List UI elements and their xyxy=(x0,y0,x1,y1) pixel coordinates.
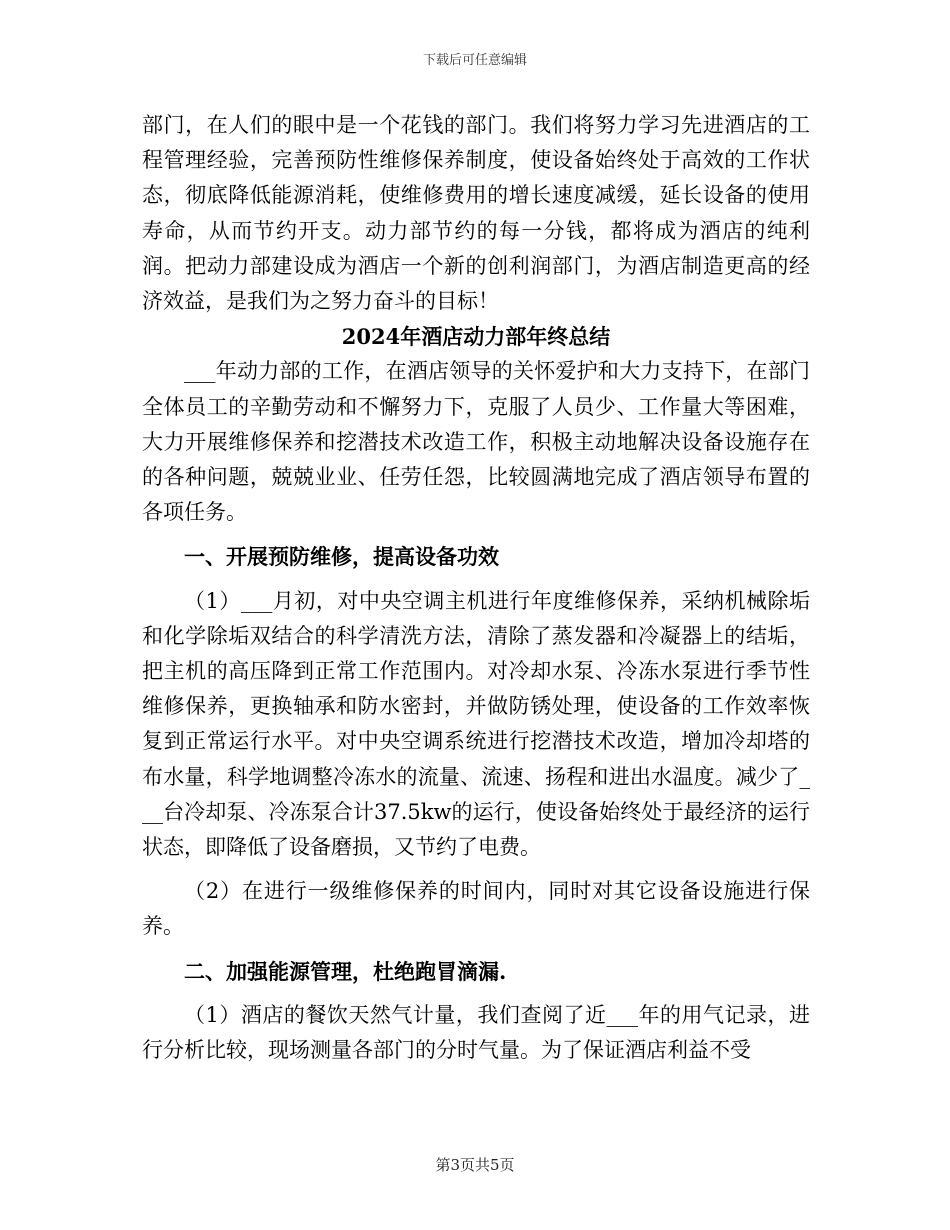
intro-paragraph: 部门，在人们的眼中是一个花钱的部门。我们将努力学习先进酒店的工程管理经验，完善预防性维修保养制度，使设备始终处于高效的工作状态，彻底降低能源消耗，使维修费用的增长速度减缓，延长设备的使用寿命，从而节约开支。动力部节约的每一分钱，都将成为酒店的纯利润。把动力部建设成为酒店一个新的创利润部门，为酒店制造更高的经济效益，是我们为之努力奋斗的目标！ xyxy=(142,113,810,314)
spacer xyxy=(142,530,810,539)
spacer xyxy=(142,945,810,954)
page-number: 第3页共5页 xyxy=(435,1156,515,1174)
spacer xyxy=(142,575,810,584)
section1-heading: 一、开展预防维修，提高设备功效 xyxy=(184,544,499,570)
page-header-note: 下载后可任意编辑 xyxy=(422,53,527,68)
section1-item1: （1）___月初，对中央空调主机进行年度维修保养，采纳机械除垢和化学除垢双结合的科学清洗方法，清除了蒸发器和冷凝器上的结垢，把主机的高压降到正常工作范围内。对冷却水泵、冷冻水泵进行季节性维修保养，更换轴承和防水密封，并做防锈处理，使设备的工作效率恢复到正常运行水平。对中央空调系统进行挖潜技术改造，增加冷却塔的布水量，科学地调整冷冻水的流量、流速、扬程和进出水温度。减少了___台冷却泵、冷冻泵合计37.5kw的运行，使设备始终处于最经济的运行状态，即降低了设备磨损，又节约了电费。 xyxy=(142,588,810,860)
section2-heading: 二、加强能源管理，杜绝跑冒滴漏. xyxy=(184,958,507,984)
document-title: 2024年酒店动力部年终总结 xyxy=(341,324,611,350)
section2-item1: （1）酒店的餐饮天然气计量，我们查阅了近___年的用气记录，进行分析比较，现场测量各部门的分时气量。为了保证酒店利益不受 xyxy=(142,1002,810,1063)
section1-item2: （2）在进行一级维修保养的时间内，同时对其它设备设施进行保养。 xyxy=(142,879,810,939)
spacer xyxy=(142,865,810,874)
spacer xyxy=(142,989,810,998)
summary-paragraph: ___年动力部的工作，在酒店领导的关怀爱护和大力支持下，在部门全体员工的辛勤劳动和不懈努力下，克服了人员少、工作量大等困难，大力开展维修保养和挖潜技术改造工作，积极主动地解决设备设施存在的各种问题，兢兢业业、任劳任怨，比较圆满地完成了酒店领导布置的各项任务。 xyxy=(142,359,810,525)
document-body xyxy=(142,108,810,1068)
